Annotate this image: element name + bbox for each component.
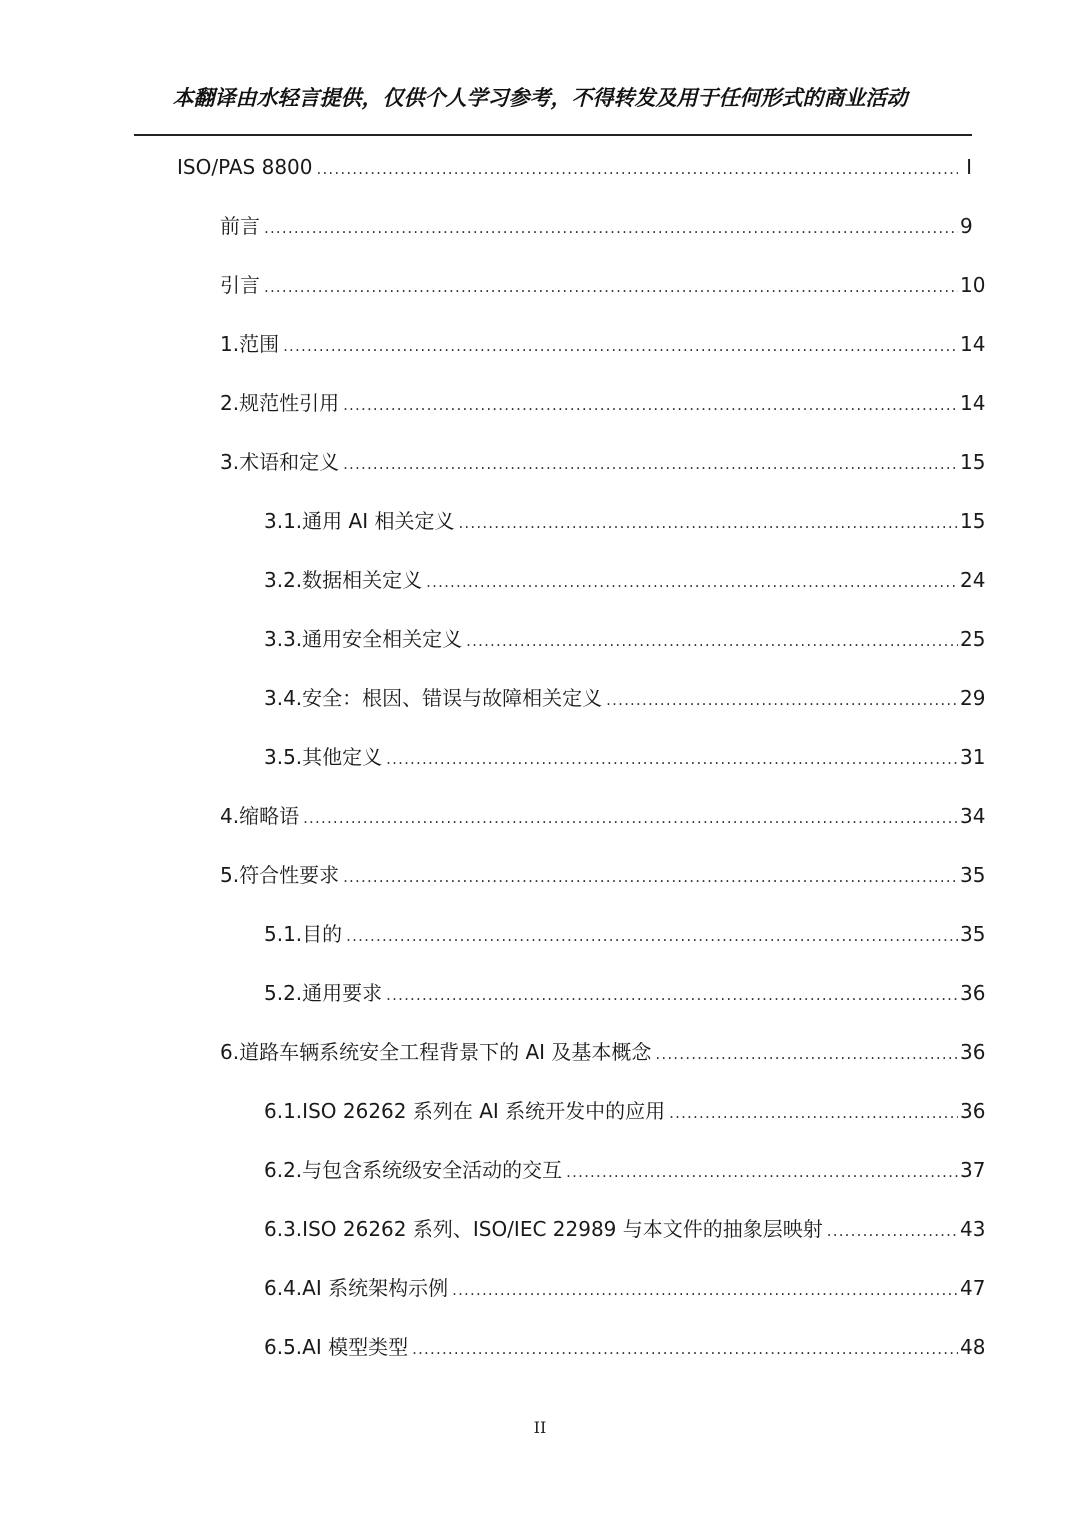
header-divider — [134, 134, 972, 136]
toc-dot-leader — [346, 921, 958, 951]
toc-dot-leader — [606, 685, 958, 715]
toc-dot-leader — [343, 862, 958, 892]
toc-entry-label: 引言 — [220, 273, 260, 297]
toc-dot-leader — [264, 272, 958, 302]
toc-entry-number: 6.1. — [264, 1099, 303, 1123]
toc-entry-6-3[interactable] — [264, 1214, 986, 1244]
toc-entry-page: 24 — [960, 568, 986, 592]
toc-entry-label: 规范性引用 — [239, 391, 340, 415]
toc-entry-3-4[interactable] — [264, 683, 986, 713]
toc-entry-6[interactable] — [220, 1037, 986, 1067]
toc-entry-label: 范围 — [239, 332, 280, 356]
toc-entry-page: 14 — [960, 391, 986, 415]
toc-entry-page: I — [966, 155, 972, 179]
toc-entry-page: 29 — [960, 686, 986, 710]
toc-entry-page: 31 — [960, 745, 986, 769]
toc-entry-number: 3.4. — [264, 686, 303, 710]
toc-entry-number: 6.5. — [264, 1335, 303, 1359]
toc-entry-number: 6.2. — [264, 1158, 303, 1182]
toc-entry-page: 14 — [960, 332, 986, 356]
toc-entry-5-2[interactable] — [264, 978, 986, 1008]
toc-entry-6-1[interactable] — [264, 1096, 986, 1126]
toc-entry-label: 数据相关定义 — [302, 568, 423, 592]
toc-entry-number: 4. — [220, 804, 240, 828]
toc-entry-foreword[interactable] — [220, 211, 972, 241]
toc-entry-number: 6.3. — [264, 1217, 303, 1241]
toc-entry-page: 35 — [960, 863, 986, 887]
toc-entry-page: 36 — [960, 981, 986, 1005]
toc-entry-2[interactable] — [220, 388, 986, 418]
toc-entry-number: 3.2. — [264, 568, 303, 592]
toc-entry-number: 3.3. — [264, 627, 303, 651]
toc-entry-page: 10 — [960, 273, 986, 297]
toc-entry-label: AI 系统架构示例 — [302, 1276, 449, 1300]
toc-entry-number: 3.1. — [264, 509, 303, 533]
toc-dot-leader — [827, 1216, 958, 1246]
toc-entry-number: 6. — [220, 1040, 240, 1064]
toc-entry-label: 目的 — [302, 922, 343, 946]
toc-entry-number: 1. — [220, 332, 240, 356]
toc-entry-6-2[interactable] — [264, 1155, 986, 1185]
toc-entry-page: 34 — [960, 804, 986, 828]
toc-entry-page: 36 — [960, 1099, 986, 1123]
toc-dot-leader — [412, 1334, 958, 1364]
toc-entry-page: 35 — [960, 922, 986, 946]
toc-entry-page: 15 — [960, 509, 986, 533]
toc-entry-label: 缩略语 — [239, 804, 300, 828]
toc-entry-1[interactable] — [220, 329, 986, 359]
toc-dot-leader — [317, 154, 959, 184]
toc-dot-leader — [343, 449, 958, 479]
toc-entry-4[interactable] — [220, 801, 986, 831]
toc-entry-label: 通用要求 — [302, 981, 383, 1005]
toc-entry-title[interactable] — [177, 152, 972, 182]
toc-entry-number: 3. — [220, 450, 240, 474]
toc-dot-leader — [466, 626, 958, 656]
toc-entry-page: 9 — [960, 214, 973, 238]
toc-entry-3-1[interactable] — [264, 506, 986, 536]
toc-entry-number: 5.1. — [264, 922, 303, 946]
toc-entry-label: ISO/PAS 8800 — [177, 155, 313, 179]
toc-dot-leader — [669, 1098, 958, 1128]
toc-entry-page: 37 — [960, 1158, 986, 1182]
toc-dot-leader — [386, 744, 958, 774]
toc-entry-page: 36 — [960, 1040, 986, 1064]
toc-entry-page: 25 — [960, 627, 986, 651]
page-number: II — [533, 1418, 547, 1437]
toc-dot-leader — [264, 213, 958, 243]
toc-entry-label: 其他定义 — [302, 745, 383, 769]
toc-entry-number: 2. — [220, 391, 240, 415]
toc-entry-number: 5. — [220, 863, 240, 887]
toc-entry-label: 通用 AI 相关定义 — [302, 509, 455, 533]
toc-entry-3-2[interactable] — [264, 565, 986, 595]
toc-entry-3[interactable] — [220, 447, 986, 477]
toc-entry-6-4[interactable] — [264, 1273, 986, 1303]
toc-entry-label: 符合性要求 — [239, 863, 340, 887]
toc-entry-page: 47 — [960, 1276, 986, 1300]
toc-dot-leader — [426, 567, 958, 597]
toc-entry-number: 5.2. — [264, 981, 303, 1005]
toc-entry-label: ISO 26262 系列在 AI 系统开发中的应用 — [302, 1099, 666, 1123]
toc-entry-5-1[interactable] — [264, 919, 986, 949]
toc-entry-label: ISO 26262 系列、ISO/IEC 22989 与本文件的抽象层映射 — [302, 1217, 823, 1241]
toc-entry-label: 前言 — [220, 214, 260, 238]
toc-dot-leader — [386, 980, 958, 1010]
toc-entry-page: 43 — [960, 1217, 986, 1241]
toc-entry-number: 6.4. — [264, 1276, 303, 1300]
toc-dot-leader — [458, 508, 958, 538]
toc-entry-6-5[interactable] — [264, 1332, 986, 1362]
toc-dot-leader — [452, 1275, 958, 1305]
toc-dot-leader — [283, 331, 958, 361]
toc-entry-label: 术语和定义 — [239, 450, 340, 474]
toc-entry-page: 15 — [960, 450, 986, 474]
header-notice: 本翻译由水轻言提供，仅供个人学习参考，不得转发及用于任何形式的商业活动 — [172, 86, 908, 110]
toc-dot-leader — [343, 390, 958, 420]
toc-entry-label: 安全：根因、错误与故障相关定义 — [302, 686, 603, 710]
toc-entry-label: AI 模型类型 — [302, 1335, 409, 1359]
toc-entry-introduction[interactable] — [220, 270, 986, 300]
toc-dot-leader — [303, 803, 958, 833]
toc-entry-label: 道路车辆系统安全工程背景下的 AI 及基本概念 — [239, 1040, 652, 1064]
toc-entry-label: 通用安全相关定义 — [302, 627, 463, 651]
toc-entry-label: 与包含系统级安全活动的交互 — [302, 1158, 563, 1182]
toc-entry-5[interactable] — [220, 860, 986, 890]
toc-entry-3-3[interactable] — [264, 624, 986, 654]
toc-entry-number: 3.5. — [264, 745, 303, 769]
toc-dot-leader — [655, 1039, 958, 1069]
toc-entry-3-5[interactable] — [264, 742, 986, 772]
toc-entry-page: 48 — [960, 1335, 986, 1359]
toc-dot-leader — [566, 1157, 958, 1187]
